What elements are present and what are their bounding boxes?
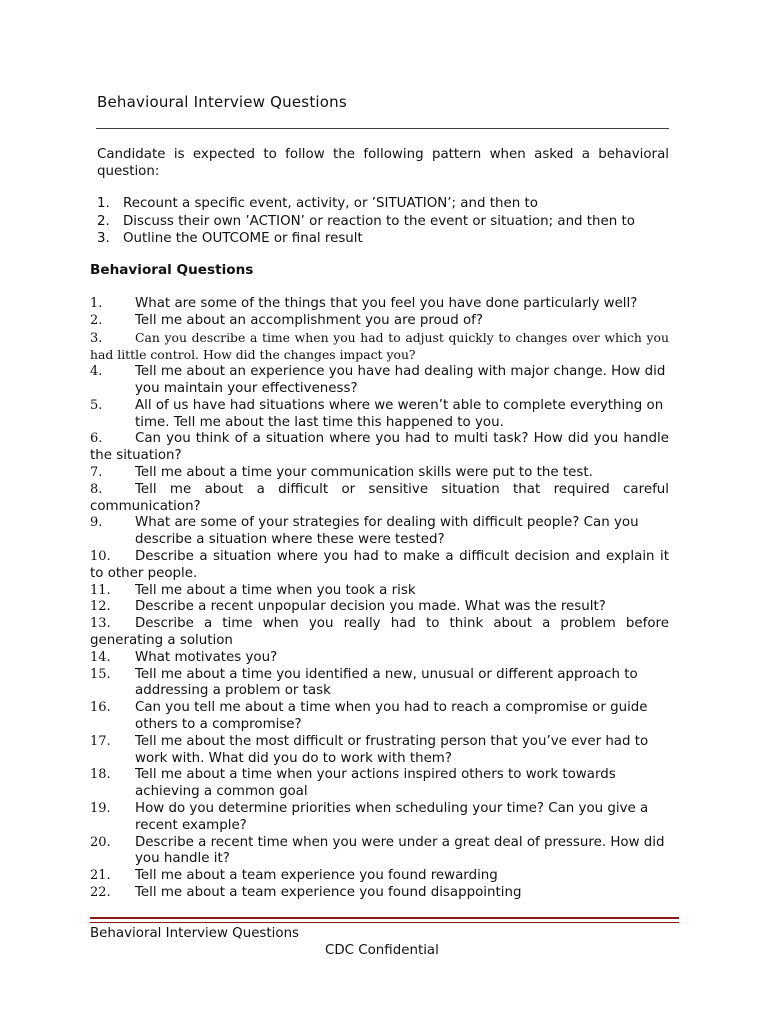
question-item: [90, 835, 669, 869]
question-item: [90, 801, 669, 835]
question-number: 2.: [90, 312, 103, 328]
question-text: Describe a time when you really had to think about a problem before generating a solution: [90, 616, 669, 648]
question-text: Tell me about the most difficult or frustrating person that you’ve ever had to work with. What did you do to work with them?: [135, 733, 649, 766]
question-item: [90, 868, 669, 885]
question-number: 15.: [90, 666, 111, 682]
question-number: 16.: [90, 700, 111, 716]
question-item: [90, 364, 669, 398]
question-number: 18.: [90, 767, 111, 783]
question-text: How do you determine priorities when scheduling your time? Can you give a recent example?: [135, 800, 649, 833]
question-number: 11.: [90, 582, 111, 598]
question-number: 12.: [90, 599, 111, 615]
question-item: [90, 313, 669, 330]
question-number: 19.: [90, 800, 111, 816]
pattern-list: [97, 195, 677, 248]
question-text: Can you tell me about a time when you had to reach a compromise or guide others to a compromise?: [135, 700, 648, 732]
question-item: [90, 599, 669, 616]
question-item: [90, 700, 669, 734]
pattern-number: 1.: [97, 196, 110, 211]
section-heading: Behavioral Questions: [90, 262, 254, 278]
question-number: 6.: [90, 431, 103, 447]
pattern-item: [97, 195, 677, 213]
question-text: Tell me about a difficult or sensitive situation that required careful communication?: [90, 481, 669, 514]
question-item: [90, 734, 669, 768]
question-item: [90, 767, 669, 801]
question-text: Describe a recent time when you were under a great deal of pressure. How did you handle it?: [135, 834, 665, 867]
question-number: 5.: [90, 397, 103, 413]
question-item: [90, 583, 669, 600]
question-text: What are some of your strategies for dealing with difficult people? Can you describe a situation where these were tested?: [135, 515, 639, 548]
question-text: Tell me about a team experience you found rewarding: [135, 868, 498, 884]
question-item: [90, 296, 669, 313]
question-item: [90, 515, 669, 549]
question-item: [90, 398, 669, 432]
question-number: 21.: [90, 868, 111, 884]
question-text: Can you think of a situation where you had to multi task? How did you handle the situation?: [90, 431, 669, 464]
pattern-text: Recount a specific event, activity, or ’SITUATION’; and then to: [123, 196, 538, 211]
question-text: Tell me about a time you identified a new, unusual or different approach to addressing a problem or task: [135, 666, 638, 699]
question-text: Describe a situation where you had to make a difficult decision and explain it to other people.: [90, 548, 669, 581]
pattern-number: 3.: [97, 231, 110, 246]
pattern-number: 2.: [97, 213, 110, 229]
question-number: 20.: [90, 834, 111, 850]
question-text: Tell me about an accomplishment you are proud of?: [135, 312, 483, 328]
question-item: [90, 431, 669, 465]
question-item: [90, 465, 669, 482]
pattern-text: Outline the OUTCOME or final result: [123, 231, 363, 246]
question-item: [90, 650, 669, 667]
question-text: Tell me about a time your communication skills were put to the test.: [135, 464, 593, 480]
question-number: 14.: [90, 649, 111, 665]
pattern-item: [97, 213, 677, 231]
question-item: [90, 885, 669, 902]
footer-divider: [90, 917, 679, 923]
question-item: [90, 549, 669, 583]
question-item: [90, 616, 669, 650]
intro-paragraph: Candidate is expected to follow the following pattern when asked a behavioral question:: [97, 147, 669, 179]
pattern-text: Discuss their own ’ACTION’ or reaction to the event or situation; and then to: [123, 213, 635, 229]
pattern-item: [97, 230, 677, 248]
question-item: [90, 482, 669, 516]
question-number: 13.: [90, 616, 111, 632]
question-item: [90, 330, 669, 365]
question-item: [90, 667, 669, 701]
question-text: Describe a recent unpopular decision you made. What was the result?: [135, 599, 606, 615]
question-text: Tell me about an experience you have had dealing with major change. How did you maintain your effectiveness?: [135, 364, 666, 396]
question-number: 4.: [90, 364, 103, 380]
footer-document-title: Behavioral Interview Questions: [90, 926, 300, 941]
title-divider: [96, 128, 669, 129]
question-number: 17.: [90, 733, 111, 749]
question-number: 7.: [90, 464, 103, 480]
document-title: Behavioural Interview Questions: [97, 93, 347, 111]
question-text: What are some of the things that you feel you have done particularly well?: [135, 296, 638, 311]
question-number: 3.: [90, 330, 103, 346]
question-text: Tell me about a team experience you found disappointing: [135, 884, 522, 900]
question-number: 22.: [90, 884, 111, 900]
question-text: Tell me about a time when you took a risk: [135, 582, 416, 598]
question-text: Can you describe a time when you had to adjust quickly to changes over which you had little control. How did the changes impact you?: [90, 329, 669, 363]
question-number: 8.: [90, 481, 103, 497]
question-number: 1.: [90, 296, 103, 311]
question-text: What motivates you?: [135, 649, 278, 665]
question-number: 10.: [90, 548, 111, 564]
questions-list: [90, 296, 669, 902]
footer-confidential-label: CDC Confidential: [325, 943, 439, 958]
question-text: All of us have had situations where we weren’t able to complete everything on time. Tell me about the last time this happened to you.: [135, 397, 664, 430]
question-text: Tell me about a time when your actions inspired others to work towards achieving a common goal: [135, 767, 616, 800]
question-number: 9.: [90, 515, 103, 531]
